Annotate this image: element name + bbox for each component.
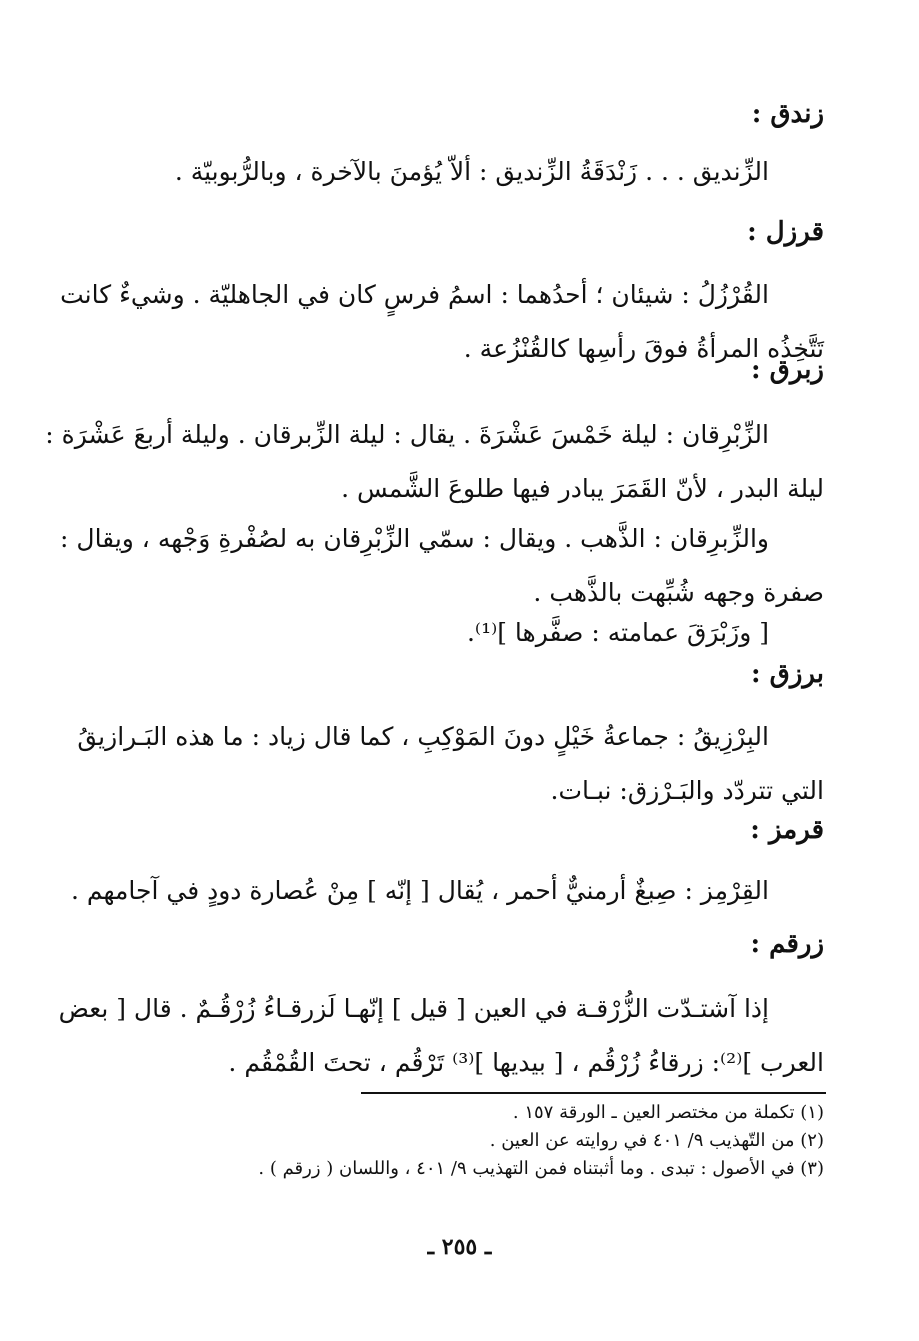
text-line: التي تتردّد والبَـرْزق: نبـات. <box>550 776 824 805</box>
entry-heading: برزق : <box>751 659 824 689</box>
entry-paragraph <box>70 864 824 918</box>
entry-paragraph <box>60 512 824 620</box>
text-line: العرب ]⁽²⁾: زرقاءُ زُرْقُم ، [ بيديها ]⁽³⁾ تَرْقُم ، تحتَ القُمْقُم . <box>228 1048 824 1077</box>
page-number: ـ ٢٥٥ ـ <box>427 1234 492 1260</box>
text-line: القِرْمِز : صِبغٌ أرمنيٌّ أحمر ، يُقال [ إنّه ] مِنْ عُصارة دودٍ في آجامهم . <box>70 876 769 905</box>
entry-paragraph <box>58 982 824 1090</box>
footnote: (١) تكملة من مختصر العين ـ الورقة ١٥٧ . <box>512 1102 824 1123</box>
text-line: [ وزَبْرَقَ عمامته : صفَّرها ]⁽¹⁾. <box>466 618 769 647</box>
entry-paragraph <box>100 606 824 660</box>
text-line: القُرْزُلُ : شيئان ؛ أحدُهما : اسمُ فرسٍ كان في الجاهليّة . وشيءٌ كانت <box>60 280 769 309</box>
entry-paragraph <box>100 145 824 199</box>
entry-heading: زبرق : <box>751 355 824 385</box>
text-line: إذا آشتـدّت الزُّرْقـة في العين [ قيل ] إنّهـا لَزرقـاءُ زُرْقُـمٌ . قال [ بعض <box>58 994 769 1023</box>
text-line: البِرْزِيقُ : جماعةُ خَيْلٍ دونَ المَوْكِبِ ، كما قال زياد : ما هذه البَـرازيقُ <box>77 722 769 751</box>
text-line: والزِّبرِقان : الذَّهب . ويقال : سمّي الزِّبْرِقان به لصُفْرةِ وَجْهه ، ويقال : <box>60 524 769 553</box>
footnote: (٢) من التّهذيب ٩/ ٤٠١ في روايته عن العين . <box>489 1130 824 1151</box>
entry-heading: زندق : <box>751 99 824 129</box>
footnote: (٣) في الأصول : تبدى . وما أثبتناه فمن التهذيب ٩/ ٤٠١ ، واللسان ( زرقم ) . <box>258 1158 824 1179</box>
text-line: الزِّبْرِقان : ليلة خَمْسَ عَشْرَةَ . يقال : ليلة الزِّبرقان . وليلة أربعَ عَشْرَة : <box>45 420 769 449</box>
entry-heading: زرقم : <box>750 929 824 959</box>
text-line: الزِّنديق . . . زَنْدَقَةُ الزِّنديق : ألاّ يُؤمنَ بالآخرة ، وبالرُّبوبيّة . <box>174 157 769 186</box>
entry-heading: قرزل : <box>747 217 824 247</box>
footnote-divider <box>361 1092 826 1094</box>
entry-heading: قرمز : <box>750 815 824 845</box>
text-line: تَتَّخِذُه المرأةُ فوقَ رأسِها كالقُنْزُعة . <box>463 334 824 363</box>
text-line: صفرة وجهه شُبِّهت بالذَّهب . <box>533 578 824 607</box>
entry-paragraph <box>45 408 824 516</box>
entry-paragraph <box>77 710 824 818</box>
text-line: ليلة البدر ، لأنّ القَمَرَ يبادر فيها طلوعَ الشَّمس . <box>341 474 824 503</box>
